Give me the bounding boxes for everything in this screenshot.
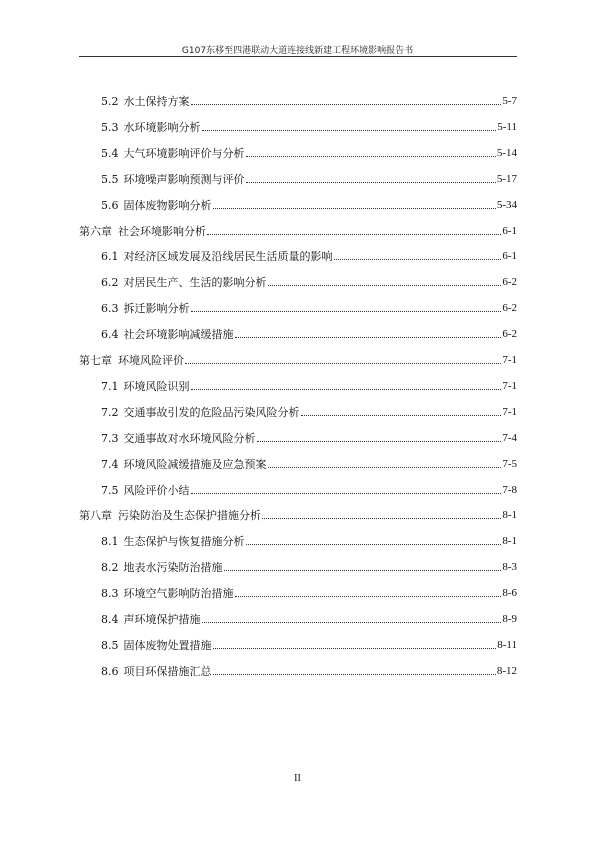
toc-leader-dots [213,670,496,675]
toc-entry-title: 水环境影响分析 [123,120,201,134]
toc-section-entry[interactable] [101,458,517,471]
toc-entry-title: 水土保持方案 [123,95,190,108]
toc-entry-page: 8-1 [502,509,517,522]
toc-entry-page: 8-6 [502,587,517,600]
toc-entry-title: 环境空气影响防治措施 [123,587,234,601]
toc-section-entry[interactable] [101,613,517,626]
toc-leader-dots [246,540,502,545]
toc-section-entry[interactable] [101,561,517,574]
toc-entry-number: 5.6 [101,198,119,212]
toc-entry-number: 7.5 [101,483,119,497]
toc-entry-page: 7-1 [502,405,517,418]
toc-entry-title: 环境风险评价 [118,354,184,367]
toc-entry-page: 5-34 [496,198,517,211]
toc-leader-dots [334,255,502,260]
toc-leader-dots [191,385,502,390]
toc-entry-number: 第七章 [79,354,112,367]
toc-leader-dots [191,307,502,312]
toc-entry-title: 环境噪声影响预测与评价 [123,172,245,186]
toc-section-entry[interactable] [101,406,517,419]
toc-entry-title: 大气环境影响评价与分析 [123,146,245,160]
toc-entry-number: 5.3 [101,120,119,134]
toc-section-entry[interactable] [101,173,517,186]
toc-section-entry[interactable] [101,639,517,652]
toc-entry-title: 对经济区域发展及沿线居民生活质量的影响 [123,250,333,264]
toc-section-entry[interactable] [101,147,517,160]
toc-entry-title: 环境风险减缓措施及应急预案 [123,457,267,471]
toc-leader-dots [224,566,502,571]
toc-leader-dots [262,514,501,519]
toc-entry-page: 6-1 [502,250,517,263]
toc-leader-dots [235,333,502,338]
toc-entry-title: 污染防治及生态保护措施分析 [118,509,261,523]
toc-section-entry[interactable] [101,484,517,497]
toc-entry-page: 7-5 [502,457,517,470]
toc-entry-page: 7-1 [502,379,517,392]
toc-entry-title: 交通事故引发的危险品污染风险分析 [123,405,300,419]
toc-leader-dots [301,411,502,416]
toc-entry-page: 5-14 [496,146,517,159]
toc-entry-title: 项目环保措施汇总 [123,664,212,678]
toc-entry-page: 8-9 [502,613,517,625]
toc-leader-dots [191,100,502,105]
toc-entry-number: 6.3 [101,302,119,316]
toc-entry-number: 7.4 [101,457,119,471]
toc-entry-page: 5-11 [497,120,517,133]
toc-entry-number: 7.1 [101,379,119,393]
toc-entry-number: 8.5 [101,638,119,652]
running-header: G107东移至四港联动大道连接线新建工程环境影响报告书 [181,46,414,56]
toc-entry-title: 社会环境影响分析 [118,224,206,238]
toc-entry-number: 7.2 [101,405,119,419]
toc-leader-dots [191,489,502,494]
toc-entry-number: 第六章 [79,224,112,238]
toc-leader-dots [268,463,502,468]
toc-entry-number: 7.3 [101,431,119,445]
toc-entry-page: 5-7 [502,95,517,107]
toc-entry-number: 8.6 [101,664,119,678]
toc-entry-page: 8-3 [502,561,517,574]
toc-leader-dots [213,204,496,209]
toc-leader-dots [213,644,497,649]
toc-entry-title: 固体废物影响分析 [123,198,212,212]
toc-entry-title: 声环境保护措施 [123,613,201,626]
toc-entry-title: 拆迁影响分析 [123,302,190,316]
toc-section-entry[interactable] [101,121,517,134]
toc-leader-dots [246,152,496,157]
toc-entry-title: 对居民生产、生活的影响分析 [123,276,267,290]
toc-entry-title: 社会环境影响减缓措施 [123,328,234,342]
toc-entry-number: 第八章 [79,509,112,523]
toc-entry-number: 5.2 [101,95,119,108]
toc-entry-title: 生态保护与恢复措施分析 [123,535,245,549]
toc-entry-page: 6-1 [502,224,517,237]
toc-entry-page: 6-2 [502,302,517,315]
toc-leader-dots [257,437,502,442]
toc-entry-title: 交通事故对水环境风险分析 [123,431,256,445]
toc-entry-title: 固体废物处置措施 [123,638,212,652]
toc-leader-dots [207,230,501,235]
toc-section-entry[interactable] [101,328,517,341]
toc-section-entry[interactable] [101,250,517,263]
page-number: II [294,773,301,784]
toc-entry-page: 6-2 [502,276,517,289]
toc-entry-page: 8-12 [496,664,517,677]
toc-section-entry[interactable] [101,199,517,212]
toc-leader-dots [202,126,497,131]
toc-entry-page: 5-17 [496,172,517,185]
toc-section-entry[interactable] [101,95,517,108]
toc-entry-title: 地表水污染防治措施 [123,561,223,575]
toc-entry-number: 8.2 [101,561,119,575]
toc-entry-number: 6.4 [101,328,119,342]
toc-leader-dots [246,178,496,183]
toc-leader-dots [185,359,501,364]
toc-entry-page: 7-8 [502,483,517,496]
toc-entry-number: 8.3 [101,587,119,601]
toc-chapter-entry[interactable] [79,225,517,238]
toc-entry-page: 7-4 [502,431,517,444]
toc-entry-number: 6.2 [101,276,119,290]
toc-section-entry[interactable] [101,302,517,315]
toc-entry-page: 8-1 [502,535,517,548]
toc-section-entry[interactable] [101,665,517,678]
toc-entry-number: 6.1 [101,250,119,264]
toc-section-entry[interactable] [101,432,517,445]
toc-entry-number: 8.4 [101,613,119,626]
toc-entry-title: 风险评价小结 [123,483,190,497]
toc-entry-page: 6-2 [502,328,517,341]
toc-section-entry[interactable] [101,276,517,289]
toc-leader-dots [235,592,502,597]
toc-chapter-entry[interactable] [79,354,517,367]
toc-entry-page: 8-11 [497,638,517,651]
toc-section-entry[interactable] [101,535,517,548]
toc-entry-page: 7-1 [502,354,517,366]
toc-chapter-entry[interactable] [79,509,517,522]
toc-entry-number: 5.4 [101,146,119,160]
toc-entry-title: 环境风险识别 [123,379,190,393]
toc-entry-number: 5.5 [101,172,119,186]
toc-leader-dots [202,618,502,623]
toc-section-entry[interactable] [101,380,517,393]
toc-leader-dots [268,281,502,286]
toc-entry-number: 8.1 [101,535,119,549]
toc-section-entry[interactable] [101,587,517,600]
